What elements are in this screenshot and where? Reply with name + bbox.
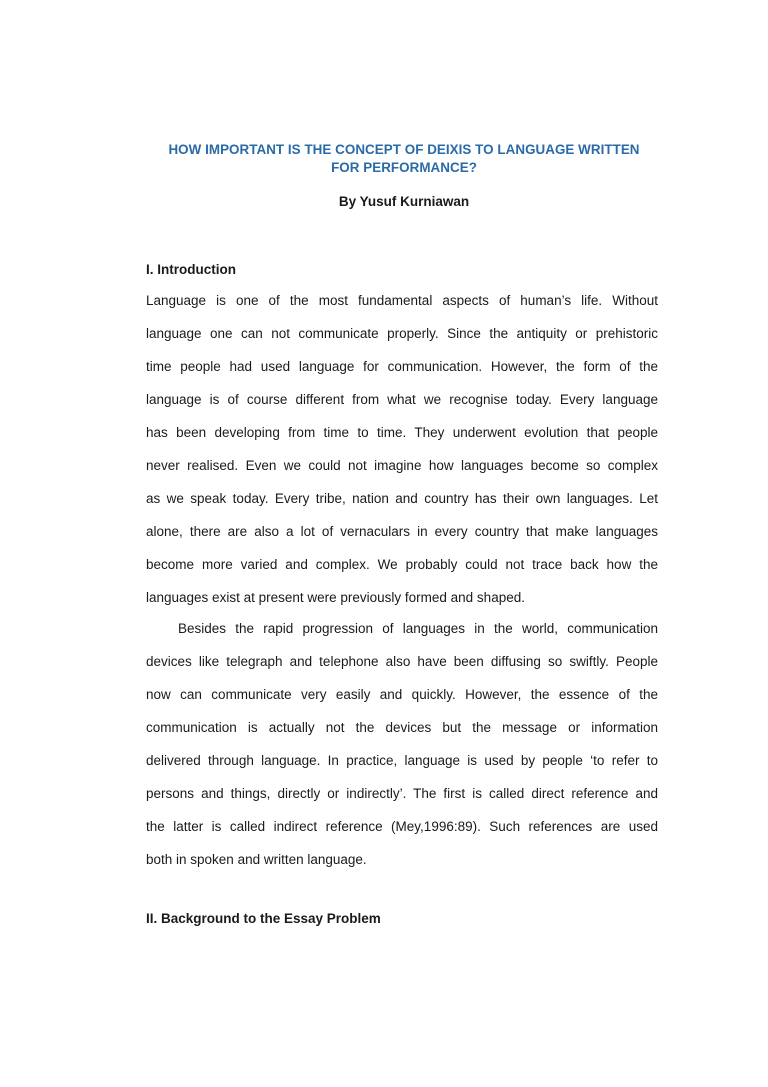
text-line: language one can not communicate properly. Since the antiquity or prehistoric — [146, 326, 658, 341]
section-heading-introduction: I. Introduction — [146, 262, 236, 277]
author-line: By Yusuf Kurniawan — [338, 194, 470, 209]
paragraph-introduction — [146, 292, 658, 622]
text-line: become more varied and complex. We probably could not trace back how the — [146, 557, 658, 572]
title-line: HOW IMPORTANT IS THE CONCEPT OF DEIXIS TO LANGUAGE WRITTEN — [168, 142, 640, 157]
text-line: has been developing from time to time. They underwent evolution that people — [146, 425, 658, 440]
title-line: FOR PERFORMANCE? — [331, 160, 477, 175]
text-line: Language is one of the most fundamental aspects of human’s life. Without — [146, 293, 658, 308]
text-line: time people had used language for communication. However, the form of the — [146, 359, 658, 374]
text-line: devices like telegraph and telephone also have been diffusing so swiftly. People — [146, 654, 658, 669]
text-line: persons and things, directly or indirectly’. The first is called direct reference and — [146, 786, 658, 801]
text-line: languages exist at present were previously formed and shaped. — [146, 590, 525, 605]
text-line: communication is actually not the devices but the message or information — [146, 720, 658, 735]
paragraph-communication — [146, 620, 658, 884]
text-line: both in spoken and written language. — [146, 852, 367, 867]
text-line: as we speak today. Every tribe, nation and country has their own languages. Let — [146, 491, 658, 506]
text-line: delivered through language. In practice, language is used by people ‘to refer to — [146, 753, 658, 768]
text-line: Besides the rapid progression of languages in the world, communication — [178, 621, 658, 636]
section-heading-background: II. Background to the Essay Problem — [146, 911, 381, 926]
text-line: the latter is called indirect reference (Mey,1996:89). Such references are used — [146, 819, 658, 834]
text-line: alone, there are also a lot of vernaculars in every country that make languages — [146, 524, 658, 539]
text-line: now can communicate very easily and quickly. However, the essence of the — [146, 687, 658, 702]
document-title — [140, 141, 668, 177]
text-line: language is of course different from what we recognise today. Every language — [146, 392, 658, 407]
text-line: never realised. Even we could not imagine how languages become so complex — [146, 458, 658, 473]
